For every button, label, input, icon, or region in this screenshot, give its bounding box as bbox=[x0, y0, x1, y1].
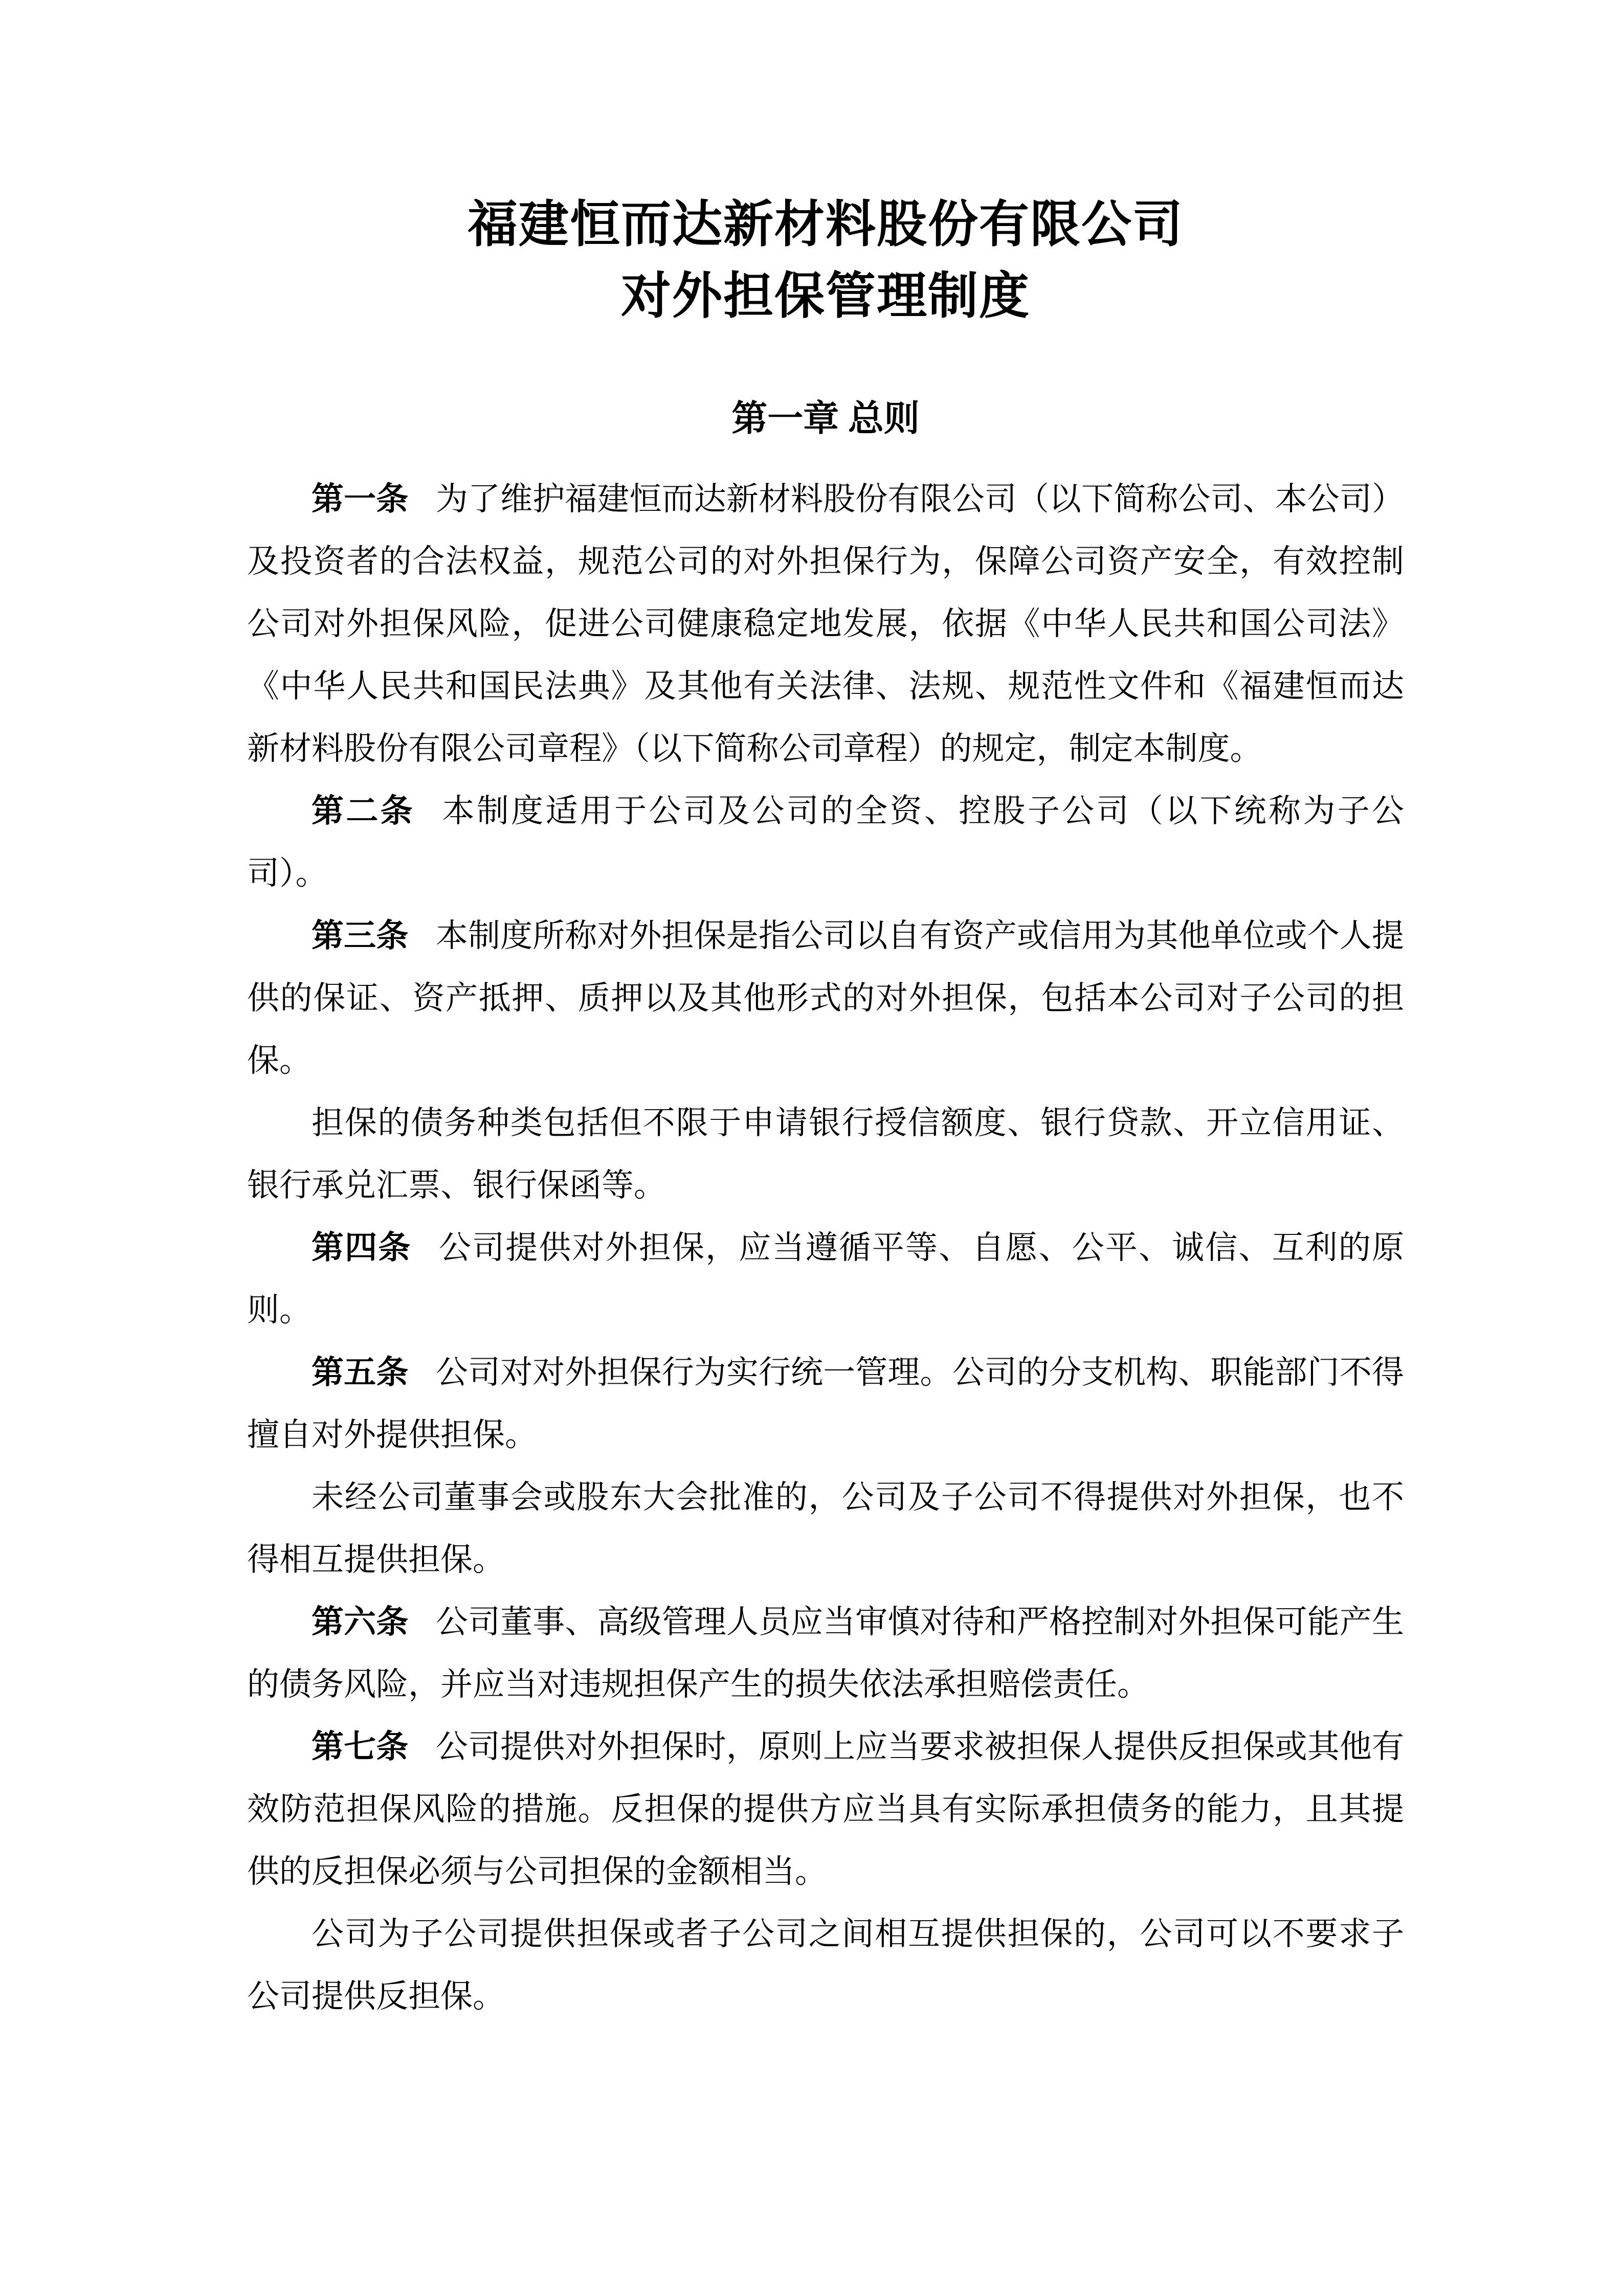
article-2-paragraph bbox=[247, 780, 1404, 905]
article-5-continuation-text: 未经公司董事会或股东大会批准的，公司及子公司不得提供对外担保，也不得相互提供担保。 bbox=[247, 1479, 1404, 1578]
article-5-number: 第五条 bbox=[312, 1355, 409, 1390]
title-line-2: 对外担保管理制度 bbox=[620, 269, 1030, 324]
article-4-number: 第四条 bbox=[312, 1230, 412, 1266]
article-7-paragraph bbox=[247, 1716, 1404, 1903]
article-3-continuation-paragraph bbox=[247, 1092, 1404, 1217]
article-5-text: 公司对对外担保行为实行统一管理。公司的分支机构、职能部门不得擅自对外提供担保。 bbox=[247, 1355, 1405, 1453]
title-line-1: 福建恒而达新材料股份有限公司 bbox=[467, 197, 1184, 253]
article-3-paragraph bbox=[247, 905, 1404, 1092]
article-7-continuation-text: 公司为子公司提供担保或者子公司之间相互提供担保的，公司可以不要求子公司提供反担保。 bbox=[247, 1916, 1404, 2014]
article-6-paragraph bbox=[247, 1591, 1404, 1716]
article-1-number: 第一条 bbox=[312, 481, 409, 517]
document-title bbox=[247, 189, 1404, 332]
article-7-continuation-paragraph bbox=[247, 1903, 1404, 2028]
article-4-paragraph bbox=[247, 1217, 1404, 1341]
article-2-text: 本制度适用于公司及公司的全资、控股子公司（以下统称为子公司）。 bbox=[247, 793, 1405, 891]
article-1-text: 为了维护福建恒而达新材料股份有限公司（以下简称公司、本公司）及投资者的合法权益，规范公司的对外担保行为，保障公司资产安全，有效控制公司对外担保风险，促进公司健康稳定地发展，依据《中华人民共和国公司法》《中华人民共和国民法典》及其他有关法律、法规、规范性文件和《福建恒而达新材料股份有限公司章程》（以下简称公司章程）的规定，制定本制度。 bbox=[247, 481, 1405, 767]
article-2-number: 第二条 bbox=[312, 793, 415, 829]
article-5-continuation-paragraph bbox=[247, 1466, 1404, 1591]
article-7-text: 公司提供对外担保时，原则上应当要求被担保人提供反担保或其他有效防范担保风险的措施。反担保的提供方应当具有实际承担债务的能力，且其提供的反担保必须与公司担保的金额相当。 bbox=[247, 1729, 1405, 1889]
chapter-heading: 第一章 总则 bbox=[731, 399, 920, 439]
document-body bbox=[247, 468, 1404, 2028]
article-6-text: 公司董事、高级管理人员应当审慎对待和严格控制对外担保可能产生的债务风险，并应当对违规担保产生的损失依法承担赔偿责任。 bbox=[247, 1604, 1405, 1702]
article-3-text: 本制度所称对外担保是指公司以自有资产或信用为其他单位或个人提供的保证、资产抵押、质押以及其他形式的对外担保，包括本公司对子公司的担保。 bbox=[247, 918, 1405, 1078]
article-6-number: 第六条 bbox=[312, 1604, 409, 1640]
article-3-number: 第三条 bbox=[312, 918, 409, 954]
article-4-text: 公司提供对外担保，应当遵循平等、自愿、公平、诚信、互利的原则。 bbox=[247, 1230, 1405, 1328]
article-3-continuation-text: 担保的债务种类包括但不限于申请银行授信额度、银行贷款、开立信用证、银行承兑汇票、银行保函等。 bbox=[247, 1105, 1404, 1203]
article-5-paragraph bbox=[247, 1341, 1404, 1466]
article-1-paragraph bbox=[247, 468, 1404, 780]
article-7-number: 第七条 bbox=[312, 1729, 409, 1765]
